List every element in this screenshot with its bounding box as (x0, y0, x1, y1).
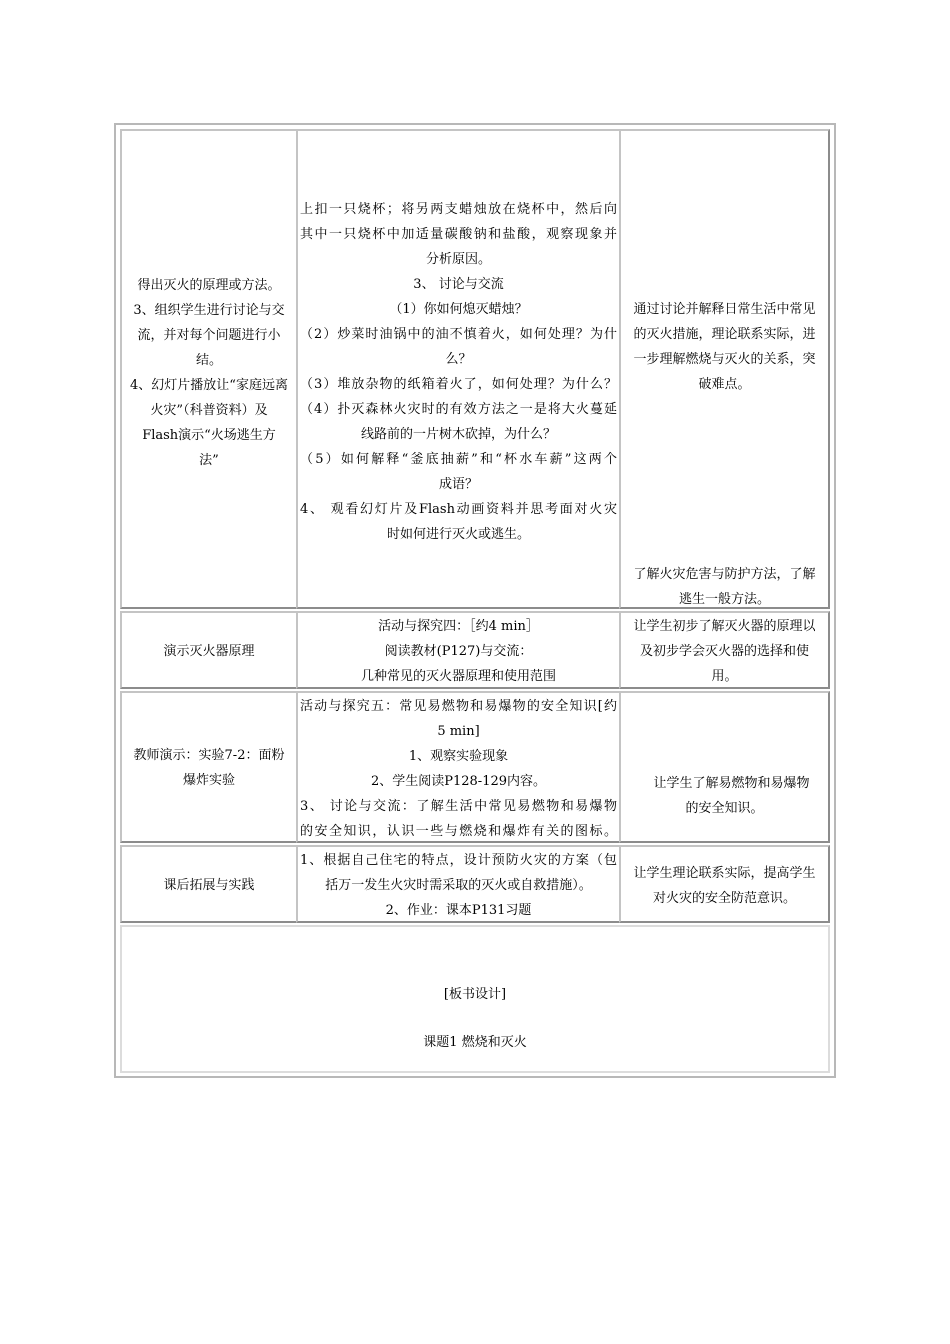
text-line: 其中一只烧杯中加适量碳酸钠和盐酸，观察现象并 (300, 227, 617, 242)
board-design-heading: [板书设计] (443, 987, 507, 1002)
text-line: 让学生了解易燃物和易爆物 (653, 776, 810, 791)
text-line: 火灾”（科普资料）及 (150, 403, 268, 418)
text-line: （5）如何解释“釜底抽薪”和“杯水车薪”这两个 (300, 452, 617, 467)
text-line: （4）扑灭森林火灾时的有效方法之一是将大火蔓延 (300, 402, 617, 417)
text-line: 3、组织学生进行讨论与交 (133, 303, 285, 318)
text-line: 5 min] (437, 724, 480, 739)
text-line: 2、学生阅读P128-129内容。 (370, 774, 547, 789)
text-line: 逃生一般方法。 (678, 592, 770, 607)
text-line: 4、 观看幻灯片及Flash动画资料并思考面对火灾 (300, 502, 617, 517)
text-line: 流，并对每个问题进行小 (137, 328, 281, 343)
text-line: 么？ (445, 352, 472, 367)
text-line: 结。 (195, 353, 222, 368)
row2-design-intent-cell (619, 611, 830, 689)
text-line: 成语？ (438, 477, 478, 492)
text-line: 法” (199, 453, 219, 468)
text-line: 4、幻灯片播放让“家庭远离 (130, 378, 288, 393)
text-line: 了解火灾危害与防护方法，了解 (633, 567, 816, 582)
text-line: 3、 讨论与交流：了解生活中常见易燃物和易爆物 (300, 799, 617, 814)
board-design-title: 课题1 燃烧和灭火 (423, 1035, 527, 1050)
text-line: 让学生初步了解灭火器的原理以 (633, 619, 816, 634)
row3-design-intent-cell (619, 691, 830, 843)
text-line: 活动与探究四：［约4 min］ (378, 619, 539, 634)
row3-teacher-activity-cell (120, 691, 298, 843)
text-line: 的灭火措施，理论联系实际，进 (633, 327, 816, 342)
row2-teacher-activity-cell (120, 611, 298, 689)
text-line: 几种常见的灭火器原理和使用范围 (360, 669, 556, 684)
row4-student-activity-cell (296, 845, 621, 923)
text-line: 分析原因。 (425, 252, 491, 267)
text-line: 教师演示：实验7-2：面粉 (133, 748, 285, 763)
text-line: 爆炸实验 (182, 773, 235, 788)
row1-design-intent-cell (619, 129, 830, 609)
text-line: （2）炒菜时油锅中的油不慎着火，如何处理？为什 (300, 327, 617, 342)
text-line: 及初步学会灭火器的选择和使 (639, 644, 809, 659)
row3-student-activity-cell (296, 691, 621, 843)
text-line: 用。 (711, 669, 738, 684)
lesson-plan-table (114, 123, 836, 1078)
row2-student-activity-cell (296, 611, 621, 689)
row1-teacher-activity-cell (120, 129, 298, 609)
text-line: 时如何进行灭火或逃生。 (386, 527, 530, 542)
text-line: 的安全知识，认识一些与燃烧和爆炸有关的图标。 (300, 824, 617, 839)
text-line: 线路前的一片树木砍掉，为什么？ (360, 427, 556, 442)
text-line: 演示灭火器原理 (163, 644, 255, 659)
text-line: 对火灾的安全防范意识。 (652, 891, 796, 906)
row4-design-intent-cell (619, 845, 830, 923)
text-line: 课后拓展与实践 (163, 878, 255, 893)
text-line: 3、 讨论与交流 (413, 277, 504, 292)
text-line: 活动与探究五：常见易燃物和易爆物的安全知识[约 (300, 699, 617, 714)
text-line: （1）你如何熄灭蜡烛？ (389, 302, 528, 317)
text-line: 1、观察实验现象 (408, 749, 509, 764)
text-line: 破难点。 (698, 377, 751, 392)
text-line: 阅读教材(P127)与交流： (384, 644, 533, 659)
row4-teacher-activity-cell (120, 845, 298, 923)
text-line: 的安全知识。 (685, 801, 764, 816)
text-line: （3）堆放杂物的纸箱着火了，如何处理？为什么？ (300, 377, 617, 392)
text-line: 上扣一只烧杯；将另两支蜡烛放在烧杯中，然后向 (300, 202, 617, 217)
text-line: 2、作业：课本P131习题 (385, 903, 532, 918)
text-line: 一步理解燃烧与灭火的关系，突 (633, 352, 816, 367)
text-line: 通过讨论并解释日常生活中常见 (633, 302, 816, 317)
board-design-cell (120, 925, 830, 1073)
text-line: 让学生理论联系实际，提高学生 (633, 866, 816, 881)
row1-student-activity-cell (296, 129, 621, 609)
text-line: 得出灭火的原理或方法。 (137, 278, 281, 293)
text-line: Flash演示“火场逃生方 (142, 428, 276, 443)
text-line: 括万一发生火灾时需采取的灭火或自救措施）。 (325, 878, 592, 893)
text-line: 1、根据自己住宅的特点，设计预防火灾的方案（包 (300, 853, 617, 868)
